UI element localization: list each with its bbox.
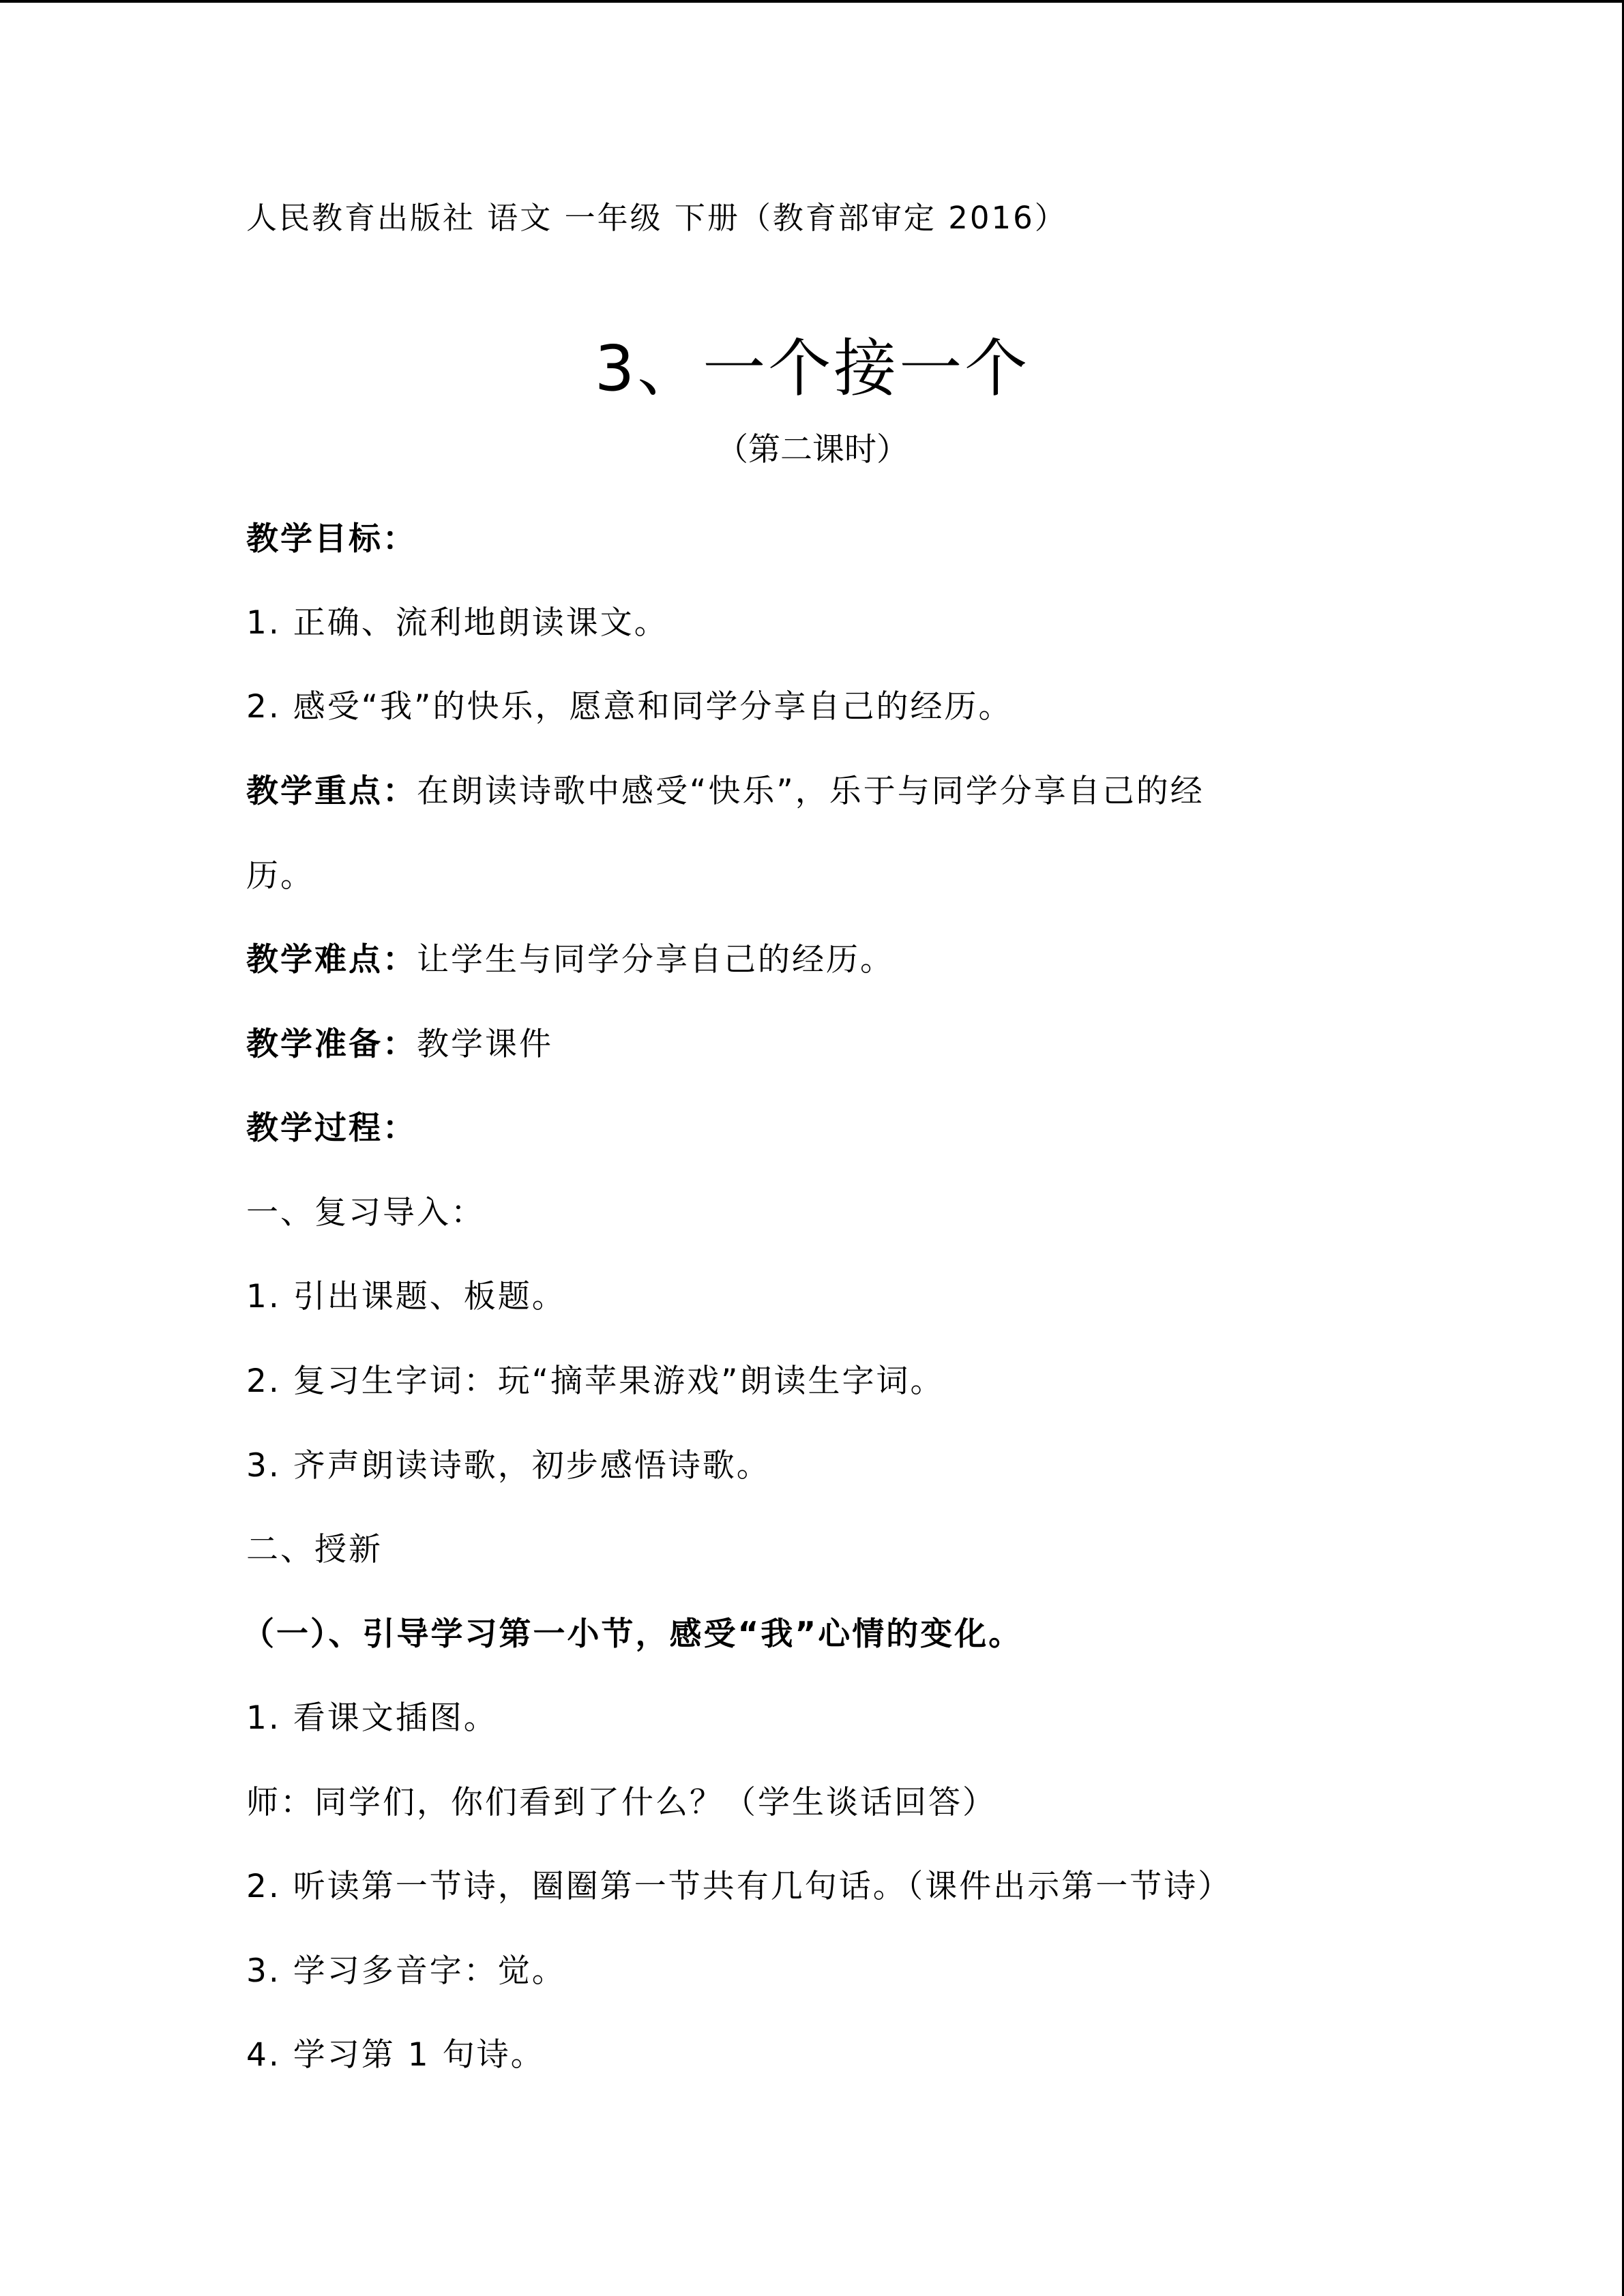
preparation-text: 教学课件 — [417, 1026, 553, 1063]
lesson-subtitle: （第二课时） — [716, 431, 909, 468]
preparation-label: 教学准备： — [246, 1026, 417, 1063]
key-point-paragraph — [246, 771, 1205, 812]
part2-item: 4. 学习第 1 句诗。 — [246, 2036, 545, 2074]
difficulty-label: 教学难点： — [246, 941, 417, 979]
lesson-title: 3、一个接一个 — [594, 332, 1031, 405]
objectives-heading: 教学目标： — [246, 520, 417, 558]
part2-item: 师：同学们，你们看到了什么？（学生谈话回答） — [246, 1784, 996, 1821]
part1-item: 1. 引出课题、板题。 — [246, 1278, 566, 1315]
part2-item: 1. 看课文插图。 — [246, 1699, 498, 1737]
key-point-text-continued: 历。 — [246, 857, 314, 895]
publisher-header: 人民教育出版社 语文 一年级 下册（教育部审定 2016） — [246, 200, 1067, 236]
key-point-label: 教学重点： — [246, 773, 417, 810]
section1-title: （一）、引导学习第一小节，感受“我”心情的变化。 — [242, 1615, 1023, 1653]
page-top-border — [0, 0, 1624, 3]
process-heading: 教学过程： — [246, 1109, 417, 1147]
preparation-paragraph — [246, 1024, 553, 1065]
part1-item: 2. 复习生字词：玩“摘苹果游戏”朗读生字词。 — [246, 1362, 945, 1400]
part2-title: 二、授新 — [246, 1531, 383, 1568]
part2-item: 2. 听读第一节诗，圈圈第一节共有几句话。（课件出示第一节诗） — [246, 1868, 1232, 1905]
part1-title: 一、复习导入： — [246, 1194, 485, 1232]
difficulty-text: 让学生与同学分享自己的经历。 — [417, 941, 894, 979]
difficulty-paragraph — [246, 940, 894, 981]
part1-item: 3. 齐声朗读诗歌，初步感悟诗歌。 — [246, 1447, 771, 1485]
objective-item: 2. 感受“我”的快乐，愿意和同学分享自己的经历。 — [246, 688, 1013, 726]
part2-item: 3. 学习多音字：觉。 — [246, 1952, 566, 1990]
key-point-text: 在朗读诗歌中感受“快乐”，乐于与同学分享自己的经 — [417, 773, 1205, 810]
objective-item: 1. 正确、流利地朗读课文。 — [246, 604, 668, 642]
